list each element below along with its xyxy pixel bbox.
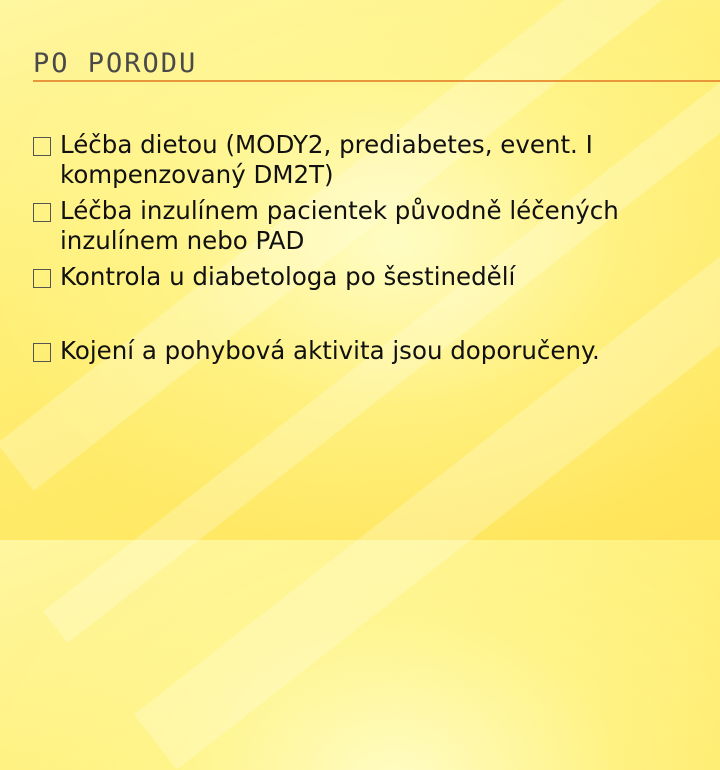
list-item: [33, 336, 703, 366]
empty-square-icon: [33, 269, 51, 288]
empty-square-icon: [33, 343, 51, 362]
empty-square-icon: [33, 137, 51, 156]
list-item: [33, 130, 703, 190]
title-underline: [33, 80, 720, 82]
list-item: [33, 262, 703, 292]
empty-square-icon: [33, 203, 51, 222]
slide-title: PO PORODU: [33, 48, 198, 79]
bullet-text: Léčba inzulínem pacientek původně léčených inzulínem nebo PAD: [60, 196, 619, 255]
bullet-list: [33, 130, 703, 372]
bullet-text: Léčba dietou (MODY2, prediabetes, event. I kompenzovaný DM2T): [60, 130, 593, 189]
list-item: [33, 196, 703, 256]
bullet-text: Kontrola u diabetologa po šestinedělí: [60, 262, 516, 291]
bullet-text: Kojení a pohybová aktivita jsou doporučeny.: [60, 336, 600, 365]
